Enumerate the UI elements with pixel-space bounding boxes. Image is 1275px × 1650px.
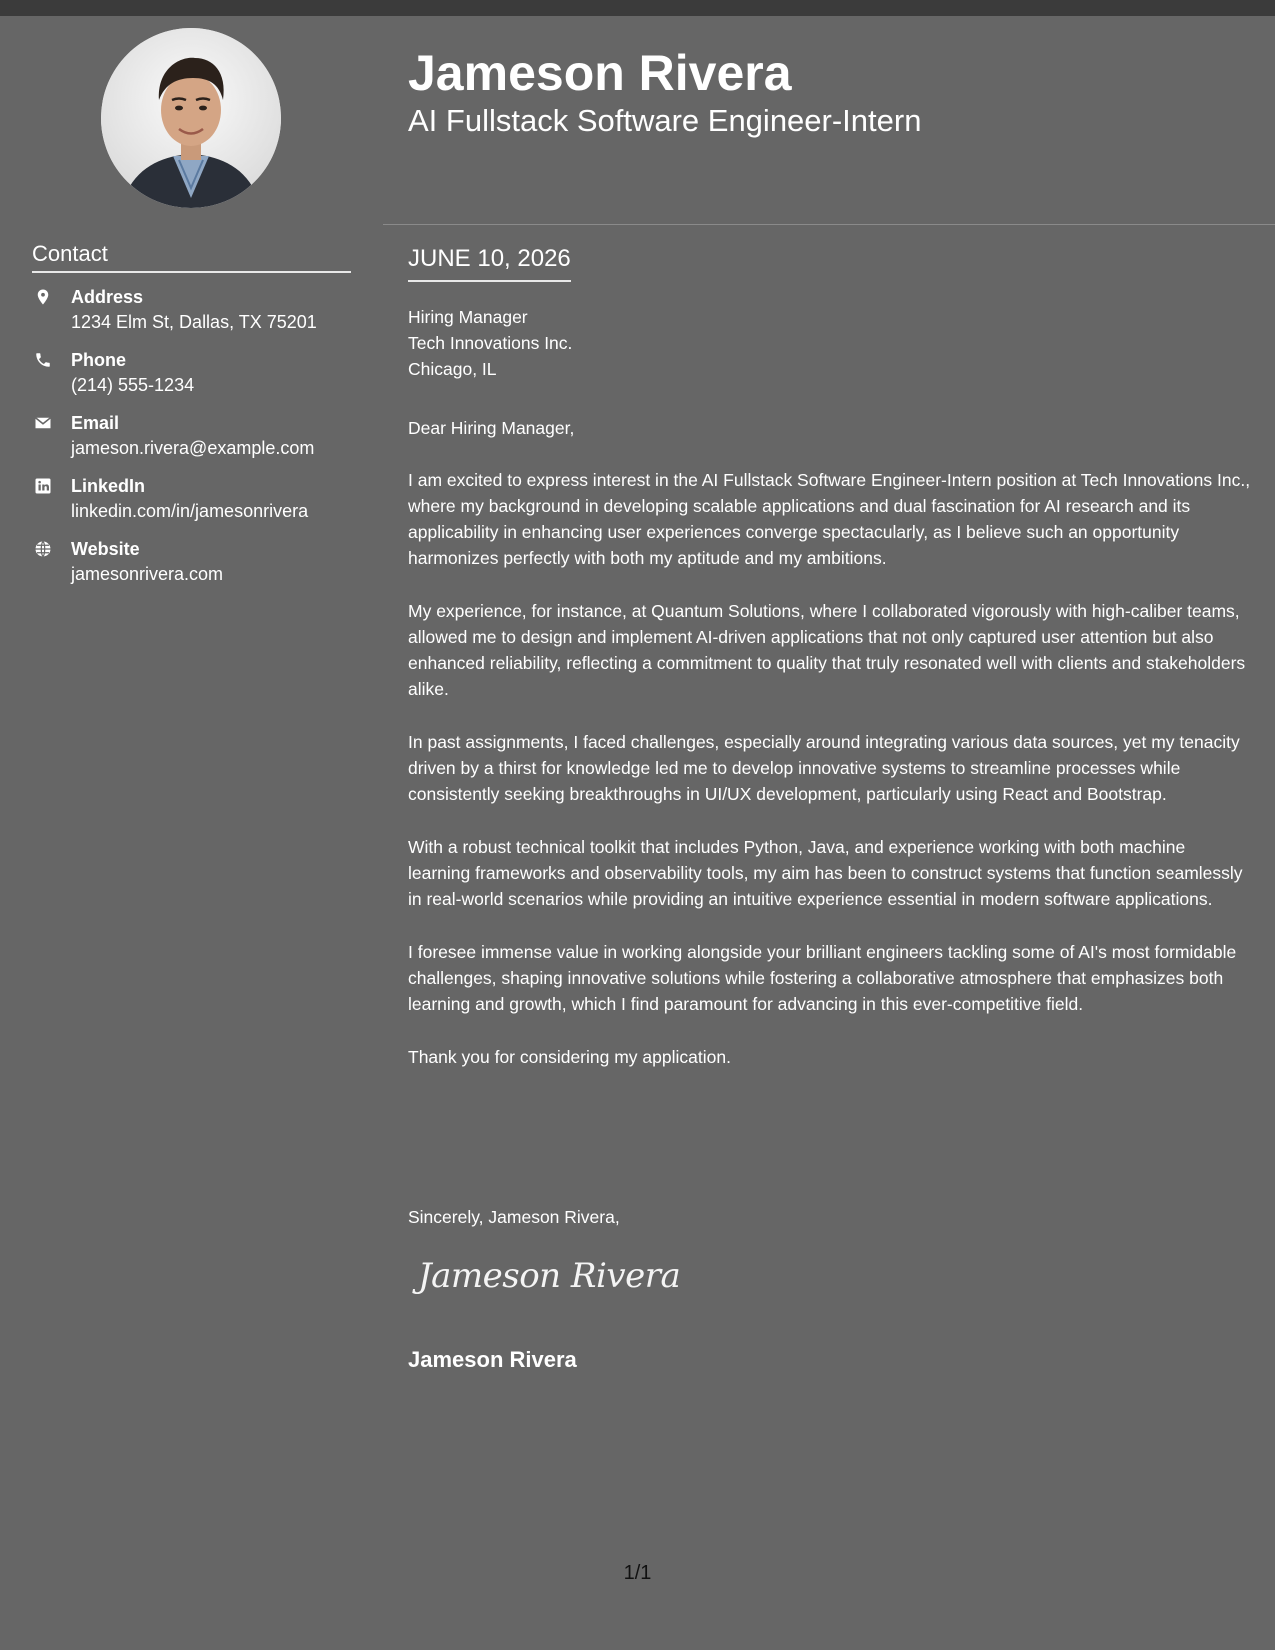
recipient-block — [408, 304, 1251, 382]
contact-item-email — [32, 412, 362, 475]
contact-list — [32, 286, 362, 601]
profile-photo — [101, 28, 281, 208]
contact-label: LinkedIn — [71, 476, 146, 496]
signed-name: Jameson Rivera — [408, 1347, 577, 1372]
email-value[interactable]: jameson.rivera@example.com — [71, 438, 315, 458]
envelope-icon — [34, 414, 52, 432]
phone-value: (214) 555-1234 — [71, 375, 195, 395]
header-divider — [383, 224, 1275, 225]
letter-paragraph: Thank you for considering my application. — [408, 1047, 731, 1067]
linkedin-icon — [34, 477, 52, 495]
contact-label: Phone — [71, 350, 127, 370]
applicant-name: Jameson Rivera — [408, 45, 792, 101]
contact-item-website — [32, 538, 362, 601]
recipient-line: Chicago, IL — [408, 359, 497, 379]
signoff: Sincerely, Jameson Rivera, — [408, 1207, 620, 1227]
page-indicator: 1/1 — [623, 1562, 652, 1584]
viewer-toolbar — [0, 0, 1275, 16]
applicant-title: AI Fullstack Software Engineer-Intern — [408, 103, 922, 138]
salutation: Dear Hiring Manager, — [408, 418, 575, 438]
cover-letter-page — [0, 16, 1275, 1650]
profile-photo-image — [101, 28, 281, 208]
address-value: 1234 Elm St, Dallas, TX 75201 — [71, 312, 317, 332]
contact-label: Email — [71, 413, 120, 433]
letter-body — [408, 467, 1251, 1097]
contact-item-phone — [32, 349, 362, 412]
handwritten-signature: Jameson Rivera — [418, 1256, 681, 1296]
letter-paragraph: With a robust technical toolkit that includes Python, Java, and experience working with both machine learning frameworks and observability tools, my aim has been to construct systems that function seamlessly in real-world scenarios while providing an intuitive experience essential in modern software applications. — [408, 837, 1243, 909]
linkedin-value[interactable]: linkedin.com/in/jamesonrivera — [71, 501, 309, 521]
website-value[interactable]: jamesonrivera.com — [71, 564, 224, 584]
map-pin-icon — [34, 288, 52, 306]
contact-label: Address — [71, 287, 144, 307]
contact-item-address — [32, 286, 362, 349]
letter-paragraph: I am excited to express interest in the AI Fullstack Software Engineer-Intern position at Tech Innovations Inc., where my background in developing scalable applications and dual fascination for AI research and its applicability in enhancing user experiences converge spectacularly, as I believe such an opportunity harmonizes perfectly with both my aptitude and my ambitions. — [408, 470, 1251, 568]
letter-paragraph: In past assignments, I faced challenges, especially around integrating various data sources, yet my tenacity driven by a thirst for knowledge led me to develop innovative systems to streamline processes while consistently seeking breakthroughs in UI/UX development, particularly using React and Bootstrap. — [408, 732, 1240, 804]
globe-icon — [34, 540, 52, 558]
letter-paragraph: My experience, for instance, at Quantum Solutions, where I collaborated vigorously with high-caliber teams, allowed me to design and implement AI-driven applications that not only captured user attention but also enhanced reliability, reflecting a commitment to quality that truly resonated well with clients and stakeholders alike. — [408, 601, 1246, 699]
phone-icon — [34, 351, 52, 369]
contact-label: Website — [71, 539, 140, 559]
contact-heading: Contact — [32, 241, 351, 273]
recipient-line: Hiring Manager — [408, 307, 528, 327]
contact-item-linkedin — [32, 475, 362, 538]
recipient-line: Tech Innovations Inc. — [408, 333, 573, 353]
letter-paragraph: I foresee immense value in working alongside your brilliant engineers tackling some of AI's most formidable challenges, shaping innovative solutions while fostering a collaborative atmosphere that emphasizes both learning and growth, which I find paramount for advancing in this ever-competitive field. — [408, 942, 1237, 1014]
letter-date: JUNE 10, 2026 — [408, 244, 571, 282]
